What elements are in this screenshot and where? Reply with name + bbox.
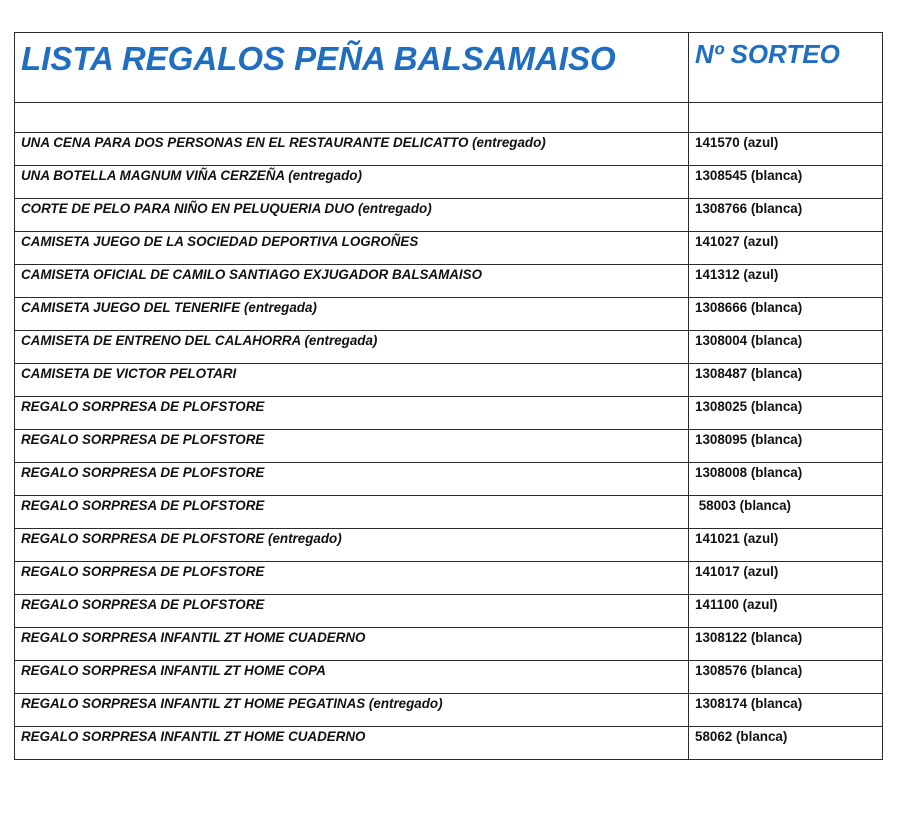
blank-cell [15,103,689,133]
gift-list-table [14,32,883,760]
draw-number-cell: 141021 (azul) [689,529,883,562]
draw-number-cell: 58062 (blanca) [689,727,883,760]
prize-cell: REGALO SORPRESA INFANTIL ZT HOME COPA [15,661,689,694]
page-title: LISTA REGALOS PEÑA BALSAMAISO [21,40,616,77]
header-row [15,33,883,103]
table-row [15,727,883,760]
table-row [15,430,883,463]
prize-cell: REGALO SORPRESA DE PLOFSTORE [15,463,689,496]
table-row [15,694,883,727]
prize-cell: CAMISETA DE ENTRENO DEL CALAHORRA (entregada) [15,331,689,364]
draw-number-cell: 141570 (azul) [689,133,883,166]
table-row [15,628,883,661]
prize-cell: CAMISETA JUEGO DE LA SOCIEDAD DEPORTIVA LOGROÑES [15,232,689,265]
prize-cell: REGALO SORPRESA DE PLOFSTORE [15,595,689,628]
prize-cell: REGALO SORPRESA DE PLOFSTORE [15,430,689,463]
draw-number-cell: 1308122 (blanca) [689,628,883,661]
draw-number-cell: 1308004 (blanca) [689,331,883,364]
prize-cell: REGALO SORPRESA DE PLOFSTORE (entregado) [15,529,689,562]
draw-number-cell: 1308545 (blanca) [689,166,883,199]
draw-number-cell: 58003 (blanca) [689,496,883,529]
draw-number-cell: 1308766 (blanca) [689,199,883,232]
table-row [15,463,883,496]
gift-list-sheet [14,32,882,760]
prize-cell: CORTE DE PELO PARA NIÑO EN PELUQUERIA DUO (entregado) [15,199,689,232]
table-row [15,529,883,562]
prize-cell: UNA BOTELLA MAGNUM VIÑA CERZEÑA (entregado) [15,166,689,199]
table-row [15,232,883,265]
draw-number-cell: 1308487 (blanca) [689,364,883,397]
draw-number-cell: 141027 (azul) [689,232,883,265]
draw-number-cell: 1308174 (blanca) [689,694,883,727]
table-row [15,496,883,529]
table-row [15,166,883,199]
draw-number-cell: 141100 (azul) [689,595,883,628]
table-row [15,562,883,595]
prize-cell: REGALO SORPRESA INFANTIL ZT HOME CUADERNO [15,727,689,760]
draw-number-cell: 1308025 (blanca) [689,397,883,430]
table-row [15,265,883,298]
prize-cell: CAMISETA OFICIAL DE CAMILO SANTIAGO EXJUGADOR BALSAMAISO [15,265,689,298]
sorteo-column-header: Nº SORTEO [695,39,840,69]
prize-cell: CAMISETA JUEGO DEL TENERIFE (entregada) [15,298,689,331]
draw-number-cell: 1308095 (blanca) [689,430,883,463]
blank-cell [689,103,883,133]
table-row [15,364,883,397]
draw-number-cell: 1308666 (blanca) [689,298,883,331]
table-row [15,397,883,430]
prize-cell: CAMISETA DE VICTOR PELOTARI [15,364,689,397]
blank-row [15,103,883,133]
table-row [15,595,883,628]
table-row [15,133,883,166]
prize-cell: REGALO SORPRESA DE PLOFSTORE [15,397,689,430]
table-row [15,298,883,331]
draw-number-cell: 141017 (azul) [689,562,883,595]
table-row [15,331,883,364]
table-row [15,661,883,694]
prize-cell: REGALO SORPRESA INFANTIL ZT HOME CUADERNO [15,628,689,661]
title-cell [15,33,689,103]
prize-cell: REGALO SORPRESA DE PLOFSTORE [15,562,689,595]
draw-number-cell: 1308008 (blanca) [689,463,883,496]
draw-number-cell: 141312 (azul) [689,265,883,298]
sorteo-header-cell [689,33,883,103]
prize-cell: REGALO SORPRESA DE PLOFSTORE [15,496,689,529]
draw-number-cell: 1308576 (blanca) [689,661,883,694]
prize-cell: REGALO SORPRESA INFANTIL ZT HOME PEGATINAS (entregado) [15,694,689,727]
table-row [15,199,883,232]
prize-cell: UNA CENA PARA DOS PERSONAS EN EL RESTAURANTE DELICATTO (entregado) [15,133,689,166]
